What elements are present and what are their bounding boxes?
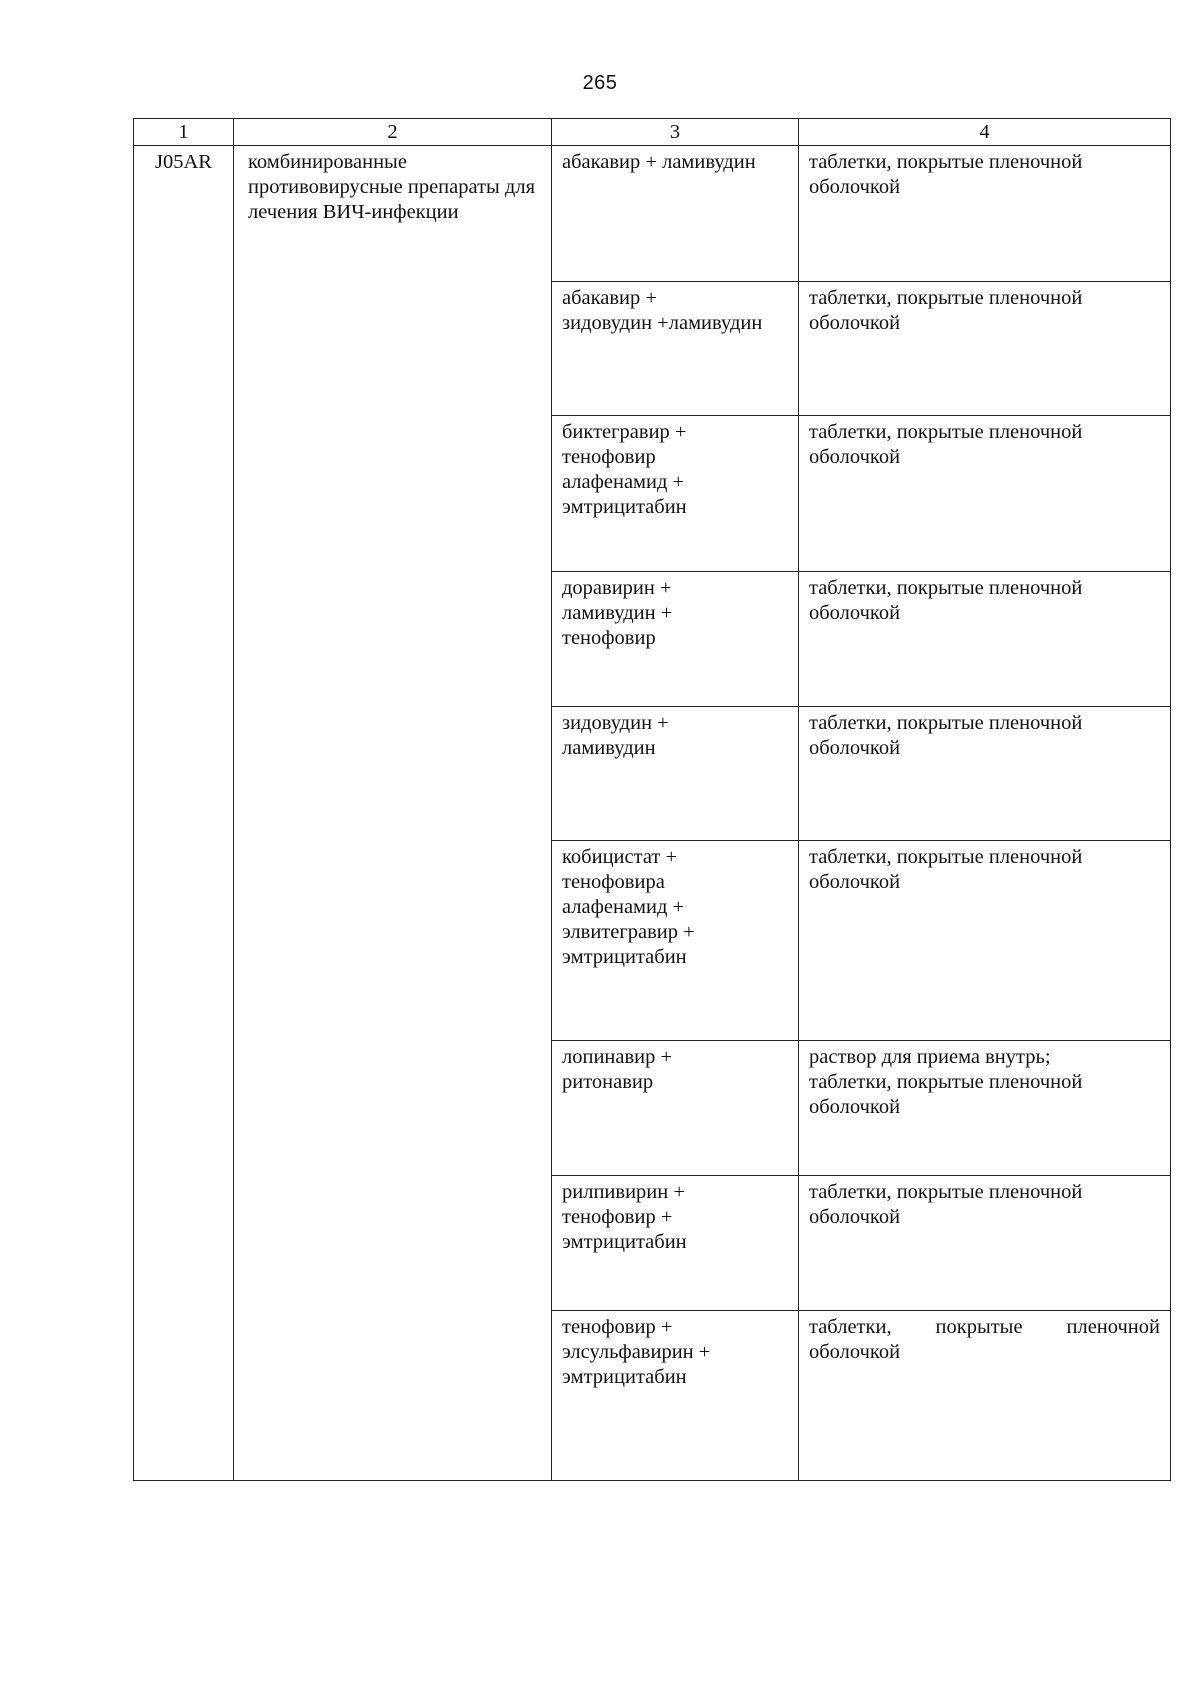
substance-name: зидовудин + ламивудин [552, 707, 799, 841]
substance-name: тенофовир + элсульфавирин + эмтрицитабин [552, 1311, 799, 1481]
substance-name: кобицистат + тенофовира алафенамид + элвитегравир + эмтрицитабин [552, 841, 799, 1041]
pharmacological-group: комбинированные противовирусные препараты для лечения ВИЧ-инфекции [234, 146, 552, 1481]
substance-name: лопинавир + ритонавир [552, 1041, 799, 1176]
table-header [134, 119, 1171, 146]
atc-code: J05AR [134, 146, 234, 1481]
dosage-form: таблетки, покрытые пленочной оболочкой [799, 1176, 1171, 1311]
dosage-form: таблетки, покрытые пленочной оболочкой [799, 146, 1171, 282]
column-header-4: 4 [799, 119, 1171, 146]
table-body [134, 146, 1171, 1481]
substance-name: биктегравир + тенофовир алафенамид + эмтрицитабин [552, 416, 799, 572]
substance-name: доравирин + ламивудин + тенофовир [552, 572, 799, 707]
drug-table [133, 118, 1171, 1481]
dosage-form: таблетки, покрытые пленочной оболочкой [799, 1311, 1171, 1481]
dosage-form: раствор для приема внутрь; таблетки, покрытые пленочной оболочкой [799, 1041, 1171, 1176]
dosage-form: таблетки, покрытые пленочной оболочкой [799, 841, 1171, 1041]
substance-name: рилпивирин + тенофовир + эмтрицитабин [552, 1176, 799, 1311]
page-number: 265 [582, 72, 618, 94]
substance-name: абакавир + зидовудин +ламивудин [552, 282, 799, 416]
dosage-form: таблетки, покрытые пленочной оболочкой [799, 282, 1171, 416]
substance-name: абакавир + ламивудин [552, 146, 799, 282]
column-header-1: 1 [134, 119, 234, 146]
table-row [134, 146, 1171, 282]
dosage-form: таблетки, покрытые пленочной оболочкой [799, 707, 1171, 841]
header-row [134, 119, 1171, 146]
column-header-3: 3 [552, 119, 799, 146]
dosage-form: таблетки, покрытые пленочной оболочкой [799, 416, 1171, 572]
column-header-2: 2 [234, 119, 552, 146]
dosage-form: таблетки, покрытые пленочной оболочкой [799, 572, 1171, 707]
